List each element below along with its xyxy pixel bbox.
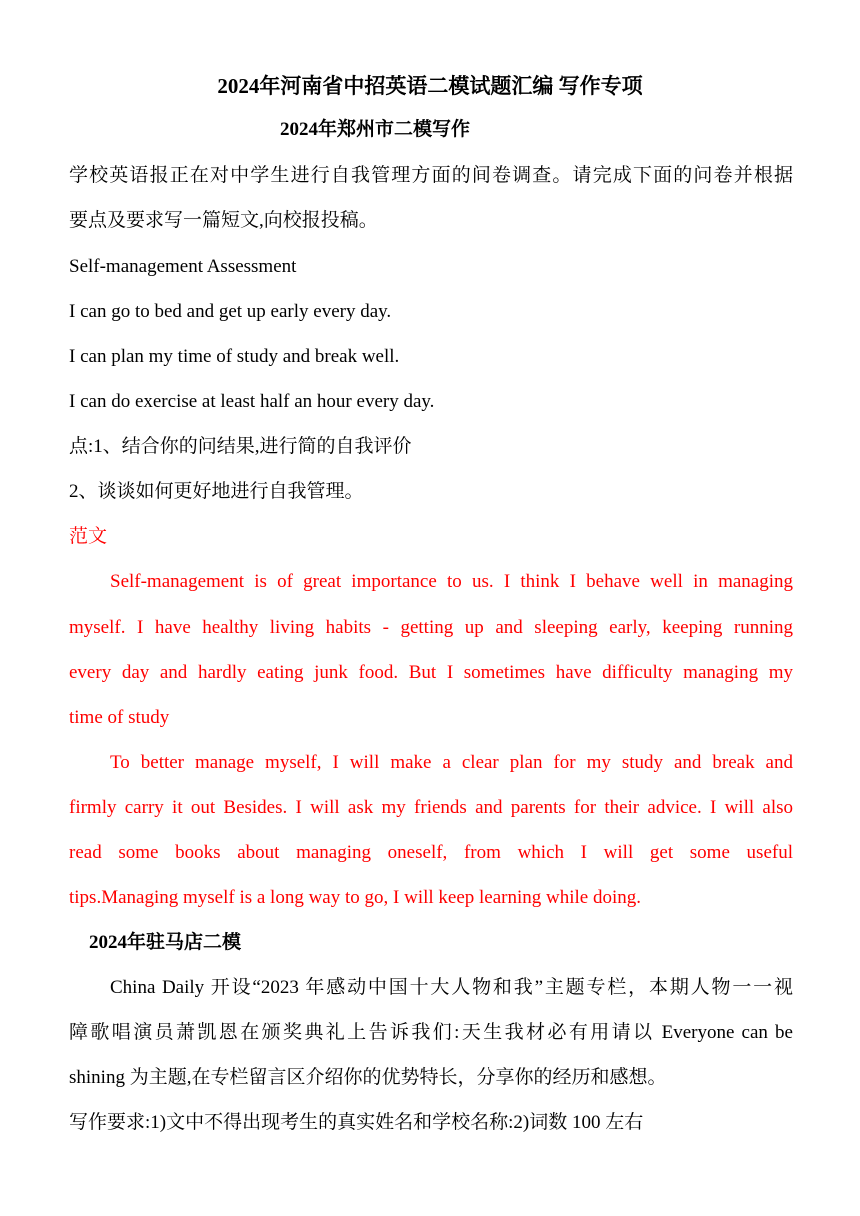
sample-line-5: To better manage myself, I will make a clear plan for my study and break and xyxy=(110,752,793,773)
assessment-title: Self-management Assessment xyxy=(69,256,297,277)
assessment-item-2: I can plan my time of study and break well. xyxy=(69,346,400,367)
requirements-line: 写作要求:1)文中不得出现考生的真实姓名和学校名称:2)词数 100 左右 xyxy=(69,1112,644,1133)
assessment-item-3: I can do exercise at least half an hour every day. xyxy=(69,391,435,412)
sample-line-6: firmly carry it out Besides. I will ask my friends and parents for their advice. I will also xyxy=(69,797,793,818)
section-subtitle: 2024年郑州市二模写作 xyxy=(279,119,470,140)
sample-line-7: read some books about managing oneself, from which I will get some useful xyxy=(69,842,793,863)
prompt-line-3: shining 为主题,在专栏留言区介绍你的优势特长，分享你的经历和感想。 xyxy=(69,1067,667,1088)
intro-line-1: 学校英语报正在对中学生进行自我管理方面的间卷调查。请完成下面的问卷并根据 xyxy=(69,165,793,186)
sample-line-8: tips.Managing myself is a long way to go, I will keep learning while doing. xyxy=(69,887,642,908)
intro-line-2: 要点及要求写一篇短文,向校报投稿。 xyxy=(69,210,378,231)
sample-label: 范文 xyxy=(69,526,108,547)
point-2: 2、谈谈如何更好地进行自我管理。 xyxy=(69,481,364,502)
assessment-item-1: I can go to bed and get up early every day. xyxy=(69,301,392,322)
sample-line-3: every day and hardly eating junk food. But I sometimes have difficulty managing my xyxy=(69,662,793,683)
section2-heading: 2024年驻马店二模 xyxy=(89,932,242,953)
document-title: 2024年河南省中招英语二模试题汇编 写作专项 xyxy=(217,74,643,98)
sample-line-2: myself. I have healthy living habits - getting up and sleeping early, keeping running xyxy=(69,617,793,638)
sample-line-4: time of study xyxy=(69,707,170,728)
prompt-line-1: China Daily 开设“2023 年感动中国十大人物和我”主题专栏，本期人物一一视 xyxy=(110,977,793,998)
prompt-line-2: 障歌唱演员萧凯恩在颁奖典礼上告诉我们:天生我材必有用请以 Everyone can be xyxy=(69,1022,793,1043)
point-1: 点:1、结合你的问结果,进行简的自我评价 xyxy=(69,436,412,457)
sample-line-1: Self-management is of great importance to us. I think I behave well in managing xyxy=(110,571,793,592)
